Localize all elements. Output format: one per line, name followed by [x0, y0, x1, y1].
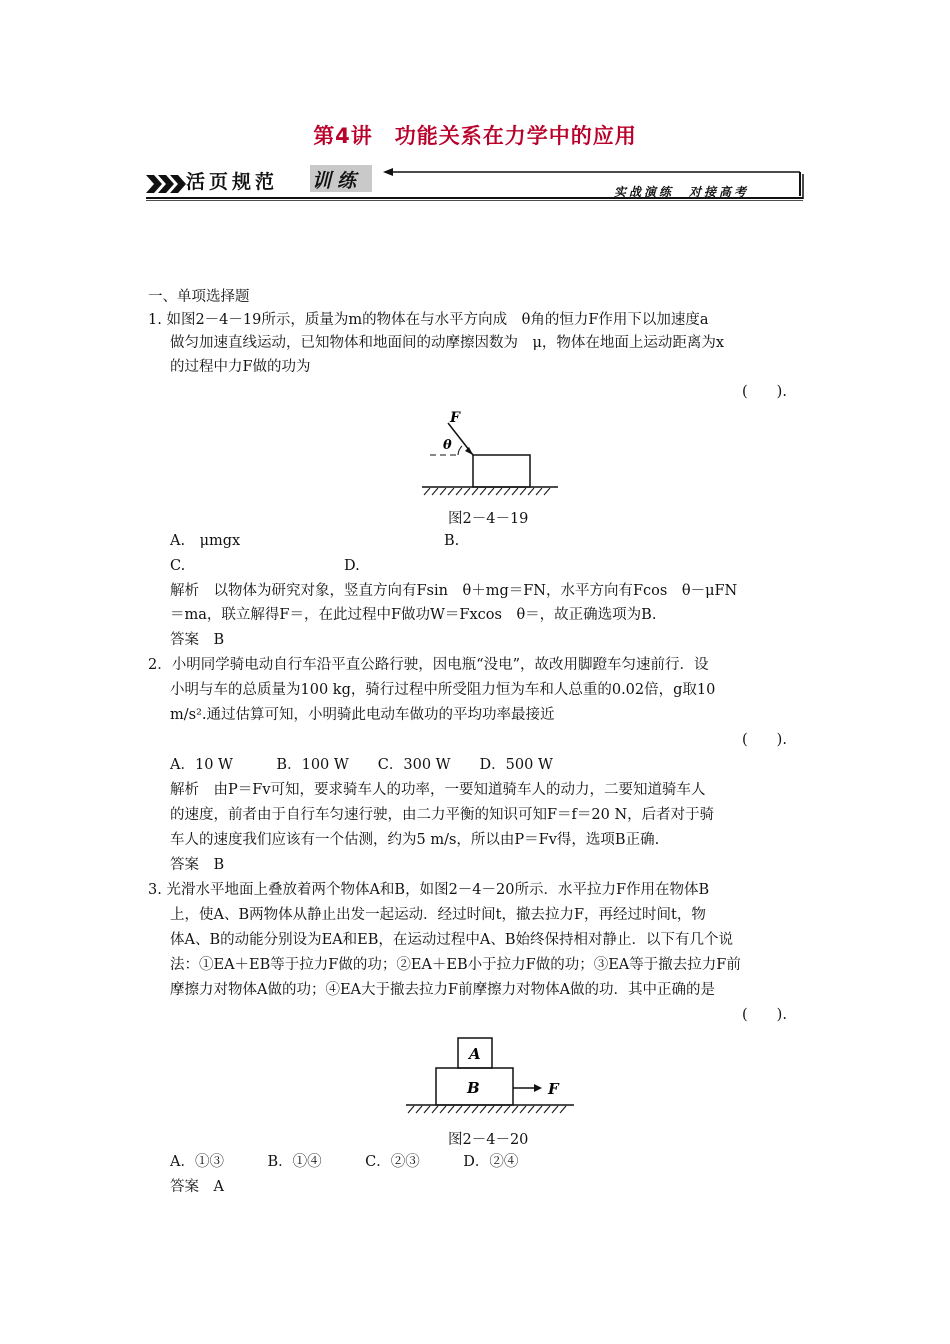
q2-options: A．10 W B．100 W C．300 W D．500 W [170, 757, 553, 773]
q1-analysis-1: 解析 以物体为研究对象，竖直方向有Fsin θ＋mg＝FN，水平方向有Fcos θ－μFN [170, 583, 738, 599]
q3-answer-blank: ( ). [742, 1007, 787, 1023]
q3-line-5: 摩擦力对物体A做的功；④EA大于撤去拉力F前摩擦力对物体A做的功．其中正确的是 [170, 982, 716, 998]
q3-answer: 答案 A [170, 1179, 224, 1195]
q2-analysis-2: 的速度，前者由于自行车匀速行驶，由二力平衡的知识可知F＝f＝20 N，后者对于骑 [170, 807, 715, 823]
block-a-label: A [469, 1045, 481, 1063]
arrow-left-icon [383, 168, 393, 176]
banner-graphic [0, 0, 950, 210]
angle-label: θ [443, 438, 452, 453]
q1-option-d: D. [344, 558, 360, 574]
q1-answer: 答案 B [170, 632, 225, 648]
q1-line-3: 的过程中力F做的功为 [170, 359, 311, 375]
q3-options: A．①③ B．①④ C．②③ D．②④ [170, 1154, 519, 1170]
figure-caption: 图2－4－20 [448, 1132, 529, 1148]
q1-line-1: 1. 如图2－4－19所示，质量为m的物体在与水平方向成 θ角的恒力F作用下以加速度a [148, 312, 709, 328]
q3-line-1: 3. 光滑水平地面上叠放着两个物体A和B，如图2－4－20所示．水平拉力F作用在物体B [148, 882, 710, 898]
q2-line-3: m/s².通过估算可知，小明骑此电动车做功的平均功率最接近 [170, 707, 555, 723]
q1-analysis-2: ＝ma，联立解得F＝，在此过程中F做功W＝Fxcos θ＝，故正确选项为B. [170, 607, 657, 623]
q1-line-2: 做匀加速直线运动，已知物体和地面间的动摩擦因数为 μ，物体在地面上运动距离为x [170, 335, 725, 351]
q2-line-2: 小明与车的总质量为100 kg，骑行过程中所受阻力恒为车和人总重的0.02倍，g取10 [170, 682, 716, 698]
banner-subtitle: 实战演练 对接高考 [614, 185, 750, 199]
q3-line-4: 法：①EA＋EB等于拉力F做的功；②EA＋EB小于拉力F做的功；③EA等于撤去拉力F前 [170, 957, 741, 973]
q2-answer-blank: ( ). [742, 732, 787, 748]
figure-2-4-19 [410, 405, 570, 500]
block-b-label: B [467, 1079, 480, 1097]
q2-analysis-3: 车人的速度我们应该有一个估测，约为5 m/s，所以由P＝Fv得，选项B正确. [170, 832, 660, 848]
q2-analysis-1: 解析 由P＝Fv可知，要求骑车人的功率，一要知道骑车人的动力，二要知道骑车人 [170, 782, 706, 798]
figure-2-4-20 [400, 1030, 580, 1115]
q3-line-3: 体A、B的动能分别设为EA和EB，在运动过程中A、B始终保持相对静止．以下有几个说 [170, 932, 734, 948]
page-title: 第4讲 功能关系在力学中的应用 [313, 124, 637, 148]
q1-answer-blank: ( ). [742, 384, 787, 400]
force-label: F [450, 410, 460, 426]
q3-line-2: 上，使A、B两物体从静止出发一起运动．经过时间t，撤去拉力F，再经过时间t，物 [170, 907, 706, 923]
q1-option-a: A. μmgx [170, 533, 241, 549]
banner-highlight-label: 训练 [312, 170, 363, 192]
force-label: F [548, 1080, 559, 1098]
figure-caption: 图2－4－19 [448, 511, 529, 527]
banner-label: 活页规范 [186, 171, 279, 193]
chevron-right-icon [146, 175, 186, 193]
q1-option-c: C. [170, 558, 186, 574]
q2-answer: 答案 B [170, 857, 225, 873]
q1-option-b: B. [444, 533, 460, 549]
section-heading: 一、单项选择题 [148, 289, 250, 305]
q2-line-1: 2．小明同学骑电动自行车沿平直公路行驶，因电瓶“没电”，故改用脚蹬车匀速前行．设 [148, 657, 709, 673]
arrow-right-icon [534, 1084, 542, 1092]
